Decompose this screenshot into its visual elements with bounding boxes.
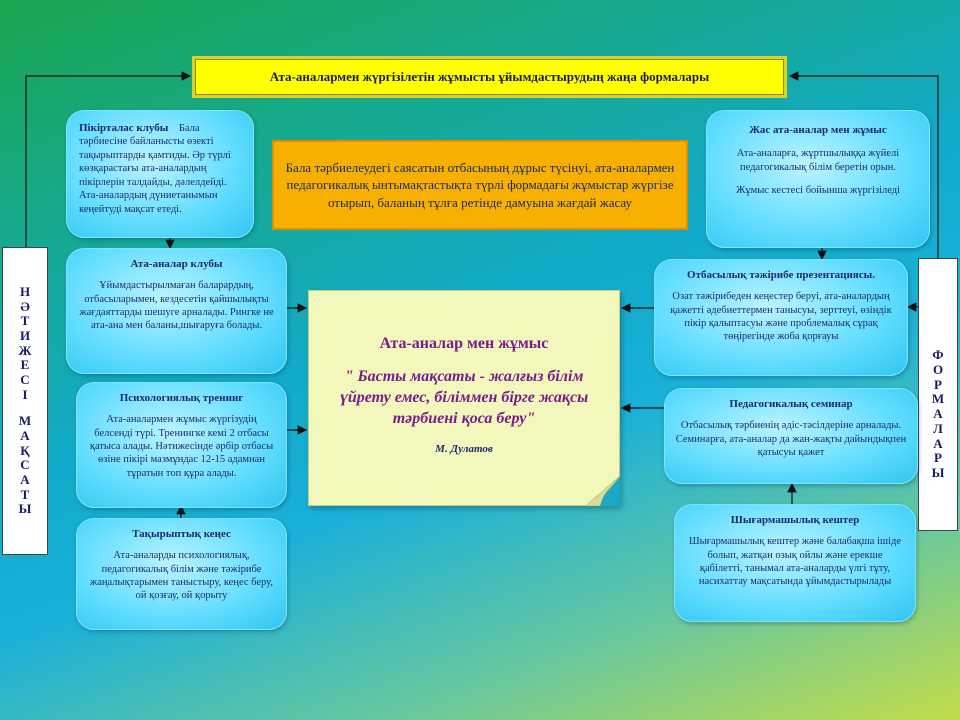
left-label-char: Ә xyxy=(20,298,30,314)
left-label-char: С xyxy=(20,371,30,387)
center-quote: " Басты мақсаты - жалғыз білім үйрету емес, біліммен бірге жақсы тәрбиені қоса беру" xyxy=(339,368,589,427)
left-label-char: Н xyxy=(19,283,31,299)
right-label-char: О xyxy=(932,362,944,378)
right-label-char: Ы xyxy=(931,464,945,480)
box-thematic-council xyxy=(76,518,287,630)
page-title: Ата-аналармен жүргізілетін жұмысты ұйымдастырудың жаңа формалары xyxy=(195,59,784,95)
goal-box xyxy=(272,140,688,230)
left-label-char: Е xyxy=(20,357,30,373)
center-title: Ата-аналар мен жұмыс xyxy=(379,335,549,352)
center-note xyxy=(308,290,620,506)
box-title: Шығармашылық кештер xyxy=(730,514,860,526)
left-label-char: С xyxy=(20,457,30,473)
right-label-char: А xyxy=(933,406,943,422)
box-title: Тақырыптық кеңес xyxy=(132,528,231,540)
box-text: Отбасылық тәрбиенің әдіс-тәсілдеріне арналады. Семинарға, ата-аналар да жан-жақты дайындықпен қатысуы қажет xyxy=(675,420,907,458)
left-label-char: Т xyxy=(20,313,30,329)
box-psychological-training xyxy=(76,382,287,508)
box-title: Ата-аналар клубы xyxy=(130,258,223,270)
left-label-char: Қ xyxy=(20,442,30,458)
box-text: Ата-аналарды психологиялық, педагогикалық білім және тәжірибе жаңалықтарымен таныстыру, кеңес беру, ой қозғау, ой қорыту xyxy=(90,550,273,602)
box-pikirtalas-club xyxy=(66,110,254,238)
title-bar xyxy=(192,56,787,98)
box-family-experience xyxy=(654,259,908,376)
right-label-char: Ф xyxy=(932,347,944,363)
box-text: Ата-аналарға, жұртшылыққа жүйелі педагогикалық білім беретін орын. xyxy=(736,148,900,173)
box-title: Отбасылық тәжірибе презентациясы. xyxy=(687,269,875,281)
right-label-char: Р xyxy=(934,450,942,466)
box-title: Пікірталас клубы xyxy=(79,122,169,134)
left-label-char: Ж xyxy=(18,342,32,358)
left-label-char: А xyxy=(20,428,30,444)
left-vertical-label xyxy=(2,247,48,555)
box-text: Жұмыс кестесі бойынша жүргізіледі xyxy=(735,184,901,196)
left-label-char: М xyxy=(18,413,32,429)
box-text: Ата-аналармен жұмыс жүргізудің белсенді түрі. Тренингке кемі 2 отбасы қатыса алады. Нәтижесінде әрбір отбасы өзіне пікірі мазмұндас 12-15 адамнан тұратын топ құра алады. xyxy=(89,414,274,479)
left-label-char: Ы xyxy=(18,501,32,517)
box-title: Педагогикалық семинар xyxy=(729,398,853,410)
box-text: Озат тәжірибеден кеңестер беруі, ата-аналардың қажетті әдебиеттермен танысуы, зерттеуі, өзіндік пікір қалыптасуы және проблемалық сұрақ төңірегінде жоба қорғауы xyxy=(670,291,892,343)
box-text: Шығармашылық кештер және балабақша ішіде болып, жатқан озық ойлы және ерекше қабілетті, танымал ата-аналарды үлгі тұту, насихаттау мақсатында ұйымдастырылады xyxy=(688,536,902,588)
right-label-char: М xyxy=(931,391,945,407)
right-vertical-label xyxy=(918,258,958,531)
box-pedagogical-seminar xyxy=(664,388,918,484)
box-text: Ұйымдастырылмаған баларардың, отбасыларымен, кездесетін қайшылықты жағдаяттарды шешуге арналады. Рингке не ата-ана мен баланы,шығаруға болады. xyxy=(79,280,274,332)
right-label-char: Р xyxy=(934,376,942,392)
left-label-char: И xyxy=(19,327,31,343)
left-label-char: Т xyxy=(20,486,30,502)
right-label-char: А xyxy=(933,435,943,451)
box-title: Психологиялық тренинг xyxy=(119,392,244,404)
center-author: М. Дулатов xyxy=(435,443,493,456)
box-creative-evenings xyxy=(674,504,916,622)
left-label-char: А xyxy=(20,472,30,488)
left-label-char: І xyxy=(22,386,28,402)
box-parents-club xyxy=(66,248,287,374)
goal-text: Бала тәрбиелеудегі саясатын отбасының дұрыс түсінуі, ата-аналармен педагогикалық ынтымақтастықта түрлі формадағы жұмыстар жүргізе отырып, баланың тұлға ретінде дамуына жағдай жасау xyxy=(285,160,675,210)
box-young-parents xyxy=(706,110,930,248)
right-label-char: Л xyxy=(933,420,943,436)
page-fold-icon xyxy=(586,476,620,506)
box-title: Жас ата-аналар мен жұмыс xyxy=(749,124,887,136)
box-text: Бала тәрбиесіне байланысты өзекті тақырыптарды қамтиды. Әр түрлі көзқарастағы ата-аналардың пікірлерін талдайды, дәлелдейді. Ата-аналардың дүниетанымын кеңейтуді мақсат етеді. xyxy=(79,123,231,215)
